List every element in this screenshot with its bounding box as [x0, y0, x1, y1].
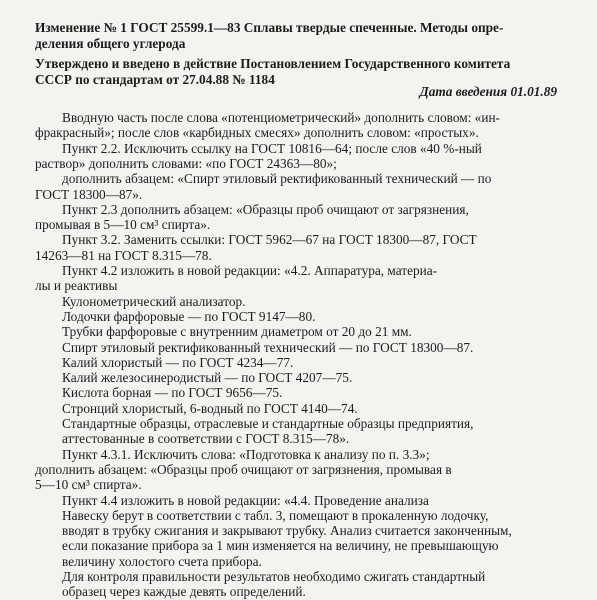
body-line-text: Спирт этиловый ректификованный технический — по ГОСТ 18300—87. [62, 339, 474, 355]
body-line [0, 125, 597, 141]
body-line-text: аттестованные в соответствии с ГОСТ 8.315—78». [62, 431, 350, 447]
body-line [0, 508, 597, 524]
body-line-text: величину холостого счета прибора. [62, 553, 262, 569]
body-line-text: Трубки фарфоровые с внутренним диаметром от 20 до 21 мм. [62, 324, 412, 340]
header-title-line-2: деления общего углерода [35, 36, 186, 51]
body-line [0, 355, 597, 371]
body-line-text: Пункт 2.2. Исключить ссылку на ГОСТ 10816—64; после слов «40 %-ный [62, 140, 482, 156]
body-line-text: раствор» дополнить словами: «по ГОСТ 24363—80»; [35, 155, 337, 171]
body-line [0, 385, 597, 401]
body-line-text: Пункт 4.2 изложить в новой редакции: «4.2. Аппаратура, материа- [62, 263, 438, 278]
body-line-text: дополнить абзацем: «Спирт этиловый ректификованный технический — по [62, 171, 492, 187]
body-line [0, 278, 597, 294]
body-line [0, 462, 597, 478]
body-line [0, 370, 597, 386]
body-line-text: Кислота борная — по ГОСТ 9656—75. [62, 385, 283, 401]
body-line [0, 523, 597, 539]
body-line-text: Пункт 4.4 изложить в новой редакции: «4.4. Проведение анализа [62, 492, 429, 508]
body-line [0, 447, 597, 463]
body-line [0, 110, 597, 126]
body-line [0, 156, 597, 172]
body-line [0, 309, 597, 325]
body-line [0, 340, 597, 356]
body-line [0, 217, 597, 233]
body-line [0, 477, 597, 493]
body-line-text: Пункт 3.2. Заменить ссылки: ГОСТ 5962—67 на ГОСТ 18300—87, ГОСТ [62, 232, 477, 248]
body-line [0, 202, 597, 218]
body-line [0, 538, 597, 554]
body-line-text: фракрасный»; после слов «карбидных смесях» дополнить словом: «простых». [35, 125, 479, 141]
header-approved-line-2: СССР по стандартам от 27.04.88 № 1184 [35, 72, 275, 87]
body-line [0, 554, 597, 570]
body-line [0, 401, 597, 417]
body-line-text: 5—10 см³ спирта». [35, 477, 142, 493]
body-line-text: 14263—81 на ГОСТ 8.315—78. [35, 247, 212, 263]
body-line [0, 431, 597, 447]
body-line-text: Пункт 4.3.1. Исключить слова: «Подготовка к анализу по п. 3.3»; [62, 446, 430, 462]
body-line [0, 187, 597, 203]
body-line-text: Вводную часть после слова «потенциометрический» дополнить словом: «ин- [62, 110, 500, 125]
body-line [0, 171, 597, 187]
body-line-text: Пункт 2.3 дополнить абзацем: «Образцы проб очищают от загрязнения, [62, 201, 469, 217]
body-line-text: дополнить абзацем: «Образцы проб очищают от загрязнения, промывая в [35, 461, 452, 477]
body-line [0, 493, 597, 509]
body-line [0, 416, 597, 432]
body-line-text: Стандартные образцы, отраслевые и стандартные образцы предприятия, [62, 416, 474, 431]
body-line-text: Стронций хлористый, 6-водный по ГОСТ 4140—74. [62, 400, 358, 416]
body-line [0, 248, 597, 264]
body-line-text: Калий хлористый — по ГОСТ 4234—77. [62, 354, 294, 370]
body-line-text: Лодочки фарфоровые — по ГОСТ 9147—80. [62, 308, 316, 324]
body-line [0, 232, 597, 248]
body-line-text: Кулонометрический анализатор. [62, 293, 246, 309]
body-line [0, 569, 597, 585]
body-line-text: Навеску берут в соответствии с табл. 3, помещают в прокаленную лодочку, [62, 507, 489, 523]
body-line-text: промывая в 5—10 см³ спирта». [35, 217, 211, 233]
body-line [0, 324, 597, 340]
body-line-text: вводят в трубку сжигания и закрывают трубку. Анализ считается законченным, [62, 523, 512, 539]
body-line-text: ГОСТ 18300—87». [35, 186, 143, 202]
header-title-line-1: Изменение № 1 ГОСТ 25599.1—83 Сплавы твердые спеченные. Методы опре- [35, 20, 504, 35]
body-line-text: Для контроля правильности результатов необходимо сжигать стандартный [62, 569, 486, 584]
body-line-text: Калий железосинеродистый — по ГОСТ 4207—75. [62, 370, 353, 386]
effective-date: Дата введения 01.01.89 [419, 84, 557, 99]
body-line [0, 294, 597, 310]
body-line-text: образец через каждые девять определений. [62, 584, 306, 600]
body-line [0, 263, 597, 279]
body-line [0, 141, 597, 157]
body-line-text: если показание прибора за 1 мин изменяется на величину, не превышающую [62, 538, 499, 554]
header-approved-line-1: Утверждено и введено в действие Постановлением Государственного комитета [35, 56, 511, 71]
body-line-text: лы и реактивы [35, 278, 118, 294]
